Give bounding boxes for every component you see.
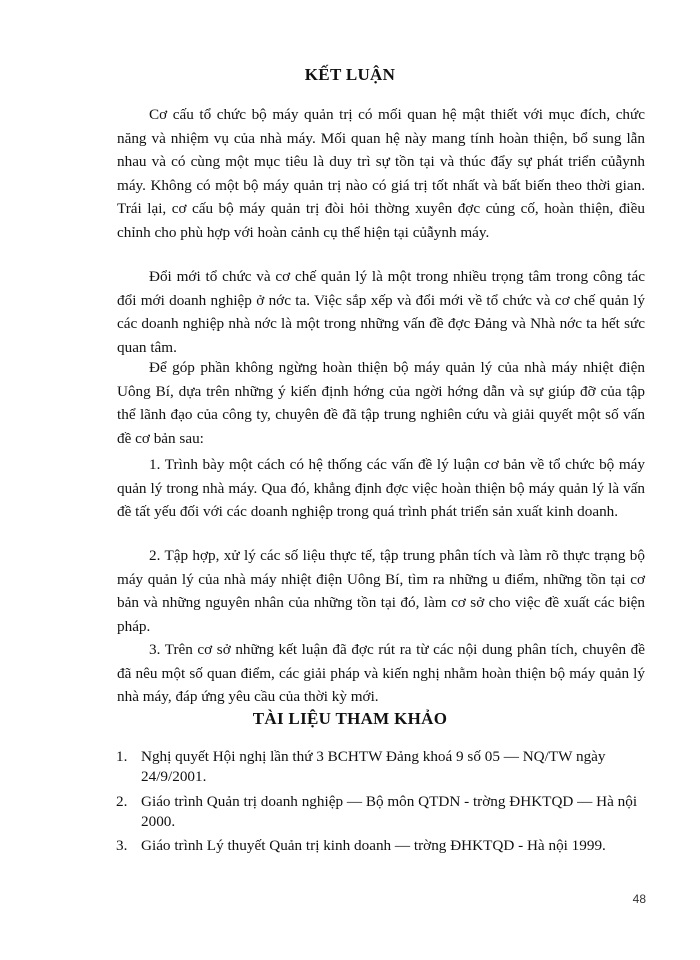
conclusion-paragraph-2: Đổi mới tổ chức và cơ chế quản lý là một trong nhiều trọng tâm trong công tác đổi mới doanh nghiệp ở nớc ta. Việc sắp xếp và đổi mới về tổ chức và cơ chế quản lý các doanh nghiệp nhà nớc là một trong những vấn đề đợc Đảng và Nhà nớc ta hết sức quan tâm. — [117, 268, 645, 356]
reference-text: Nghị quyết Hội nghị lần thứ 3 BCHTW Đảng khoá 9 số 05 — NQ/TW ngày 24/9/2001. — [141, 748, 606, 785]
conclusion-item-1: 1. Trình bày một cách có hệ thống các vấn đề lý luận cơ bản về tổ chức bộ máy quản lý trong nhà máy. Qua đó, khẳng định đợc việc hoàn thiện bộ máy quản lý là vấn đề tất yếu đối với các doanh nghiệp trong quá trình phát triển sản xuất kinh doanh. — [117, 456, 645, 520]
reference-number: 3. — [116, 837, 128, 854]
page-number: 48 — [632, 892, 646, 906]
conclusion-paragraph-3: Để góp phần không ngừng hoàn thiện bộ máy quản lý của nhà máy nhiệt điện Uông Bí, dựa trên những ý kiến định hớng của ngời hớng dẫn và sự giúp đỡ của tập thể lãnh đạo của công ty, chuyên đề đã tập trung nghiên cứu và giải quyết một số vấn đề cơ bản sau: — [117, 359, 645, 447]
conclusion-item-3: 3. Trên cơ sở những kết luận đã đợc rút ra từ các nội dung phân tích, chuyên đề đã nêu một số quan điểm, các giải pháp và kiến nghị nhằm hoàn thiện bộ máy quản lý nhà máy, đáp ứng yêu cầu của thời kỳ mới. — [117, 641, 645, 705]
conclusion-item-2: 2. Tập hợp, xử lý các số liệu thực tế, tập trung phân tích và làm rõ thực trạng bộ máy quản lý của nhà máy nhiệt điện Uông Bí, tìm ra những u điểm, những tồn tại cơ bản và những nguyên nhân của những tồn tại đó, làm cơ sở cho việc đề xuất các biện pháp. — [117, 547, 645, 635]
reference-number: 2. — [116, 793, 128, 810]
reference-text: Giáo trình Lý thuyết Quản trị kinh doanh — trờng ĐHKTQD - Hà nội 1999. — [141, 837, 606, 854]
reference-text: Giáo trình Quản trị doanh nghiệp — Bộ môn QTDN - trờng ĐHKTQD — Hà nội 2000. — [141, 793, 638, 830]
reference-item — [116, 792, 646, 832]
conclusion-title: KẾT LUẬN — [304, 65, 396, 84]
conclusion-paragraph-1: Cơ cấu tổ chức bộ máy quản trị có mối quan hệ mật thiết với mục đích, chức năng và nhiệm vụ của nhà máy. Mối quan hệ này mang tính hoàn thiện, bổ sung lẫn nhau và có cùng một mục tiêu là duy trì sự tồn tại và thúc đẩy sự phát triển củẫynh máy. Không có một bộ máy quản trị nào có giá trị tốt nhất và bất biến theo thời gian. Trái lại, cơ cấu bộ máy quản trị đòi hỏi thờng xuyên đợc củng cố, hoàn thiện, điều chỉnh cho phù hợp với hoàn cảnh cụ thể hiện tại củẫynh máy. — [117, 106, 645, 241]
references-title: TÀI LIỆU THAM KHẢO — [252, 709, 448, 728]
reference-item — [116, 747, 646, 787]
reference-item — [116, 836, 646, 856]
reference-number: 1. — [116, 748, 128, 765]
